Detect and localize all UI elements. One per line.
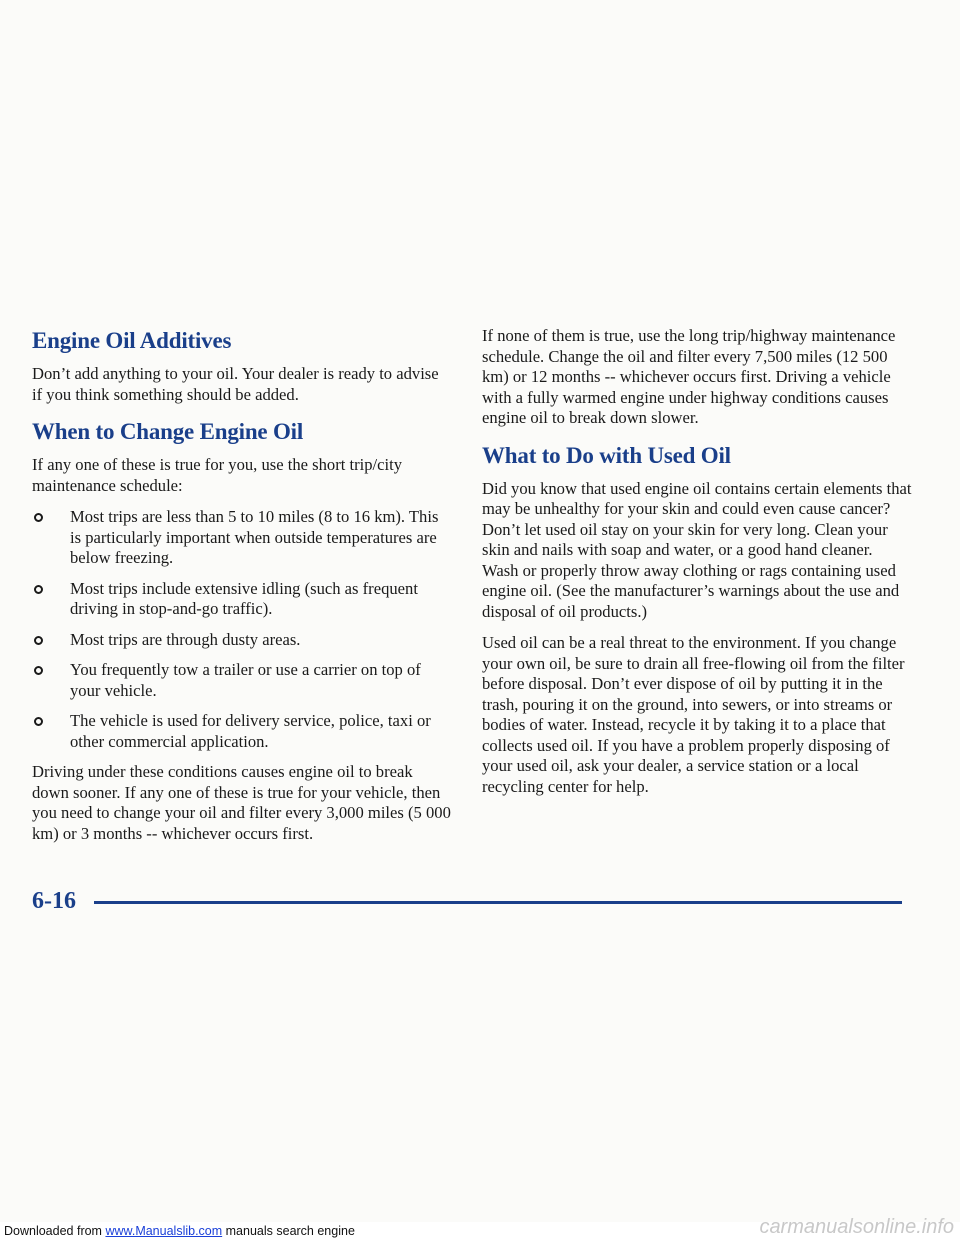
para-conditions: Driving under these conditions causes engine oil to break down sooner. If any one of these is true for your vehicle, then you need to change your oil and filter every 3,000 miles (5 000 km) or 3 months -- whichever occurs first. bbox=[32, 762, 451, 843]
list-item bbox=[32, 630, 452, 651]
heading-when-to-change-engine-oil: When to Change Engine Oil bbox=[32, 419, 304, 444]
manualslib-link[interactable]: www.Manualslib.com bbox=[105, 1224, 223, 1238]
page-number: 6-16 bbox=[32, 888, 76, 914]
list-item-text: Most trips are less than 5 to 10 miles (8 to 16 km). This is particularly important when outside temperatures are below freezing. bbox=[70, 507, 439, 567]
bullet-icon bbox=[34, 636, 43, 645]
para-health-warning: Did you know that used engine oil contains certain elements that may be unhealthy for your skin and could even cause cancer? Don’t let used oil stay on your skin for very long. Clean your skin and nails with soap and water, or a good hand cleaner. Wash or properly throw away clothing or rags containing used engine oil. (See the manufacturer’s warnings about the use and disposal of oil products.) bbox=[482, 478, 912, 621]
bullet-icon bbox=[34, 717, 43, 726]
para-short-trip-intro: If any one of these is true for you, use the short trip/city maintenance schedule: bbox=[32, 455, 403, 495]
list-item bbox=[32, 711, 452, 752]
list-item bbox=[32, 507, 452, 569]
heading-what-to-do-with-used-oil: What to Do with Used Oil bbox=[482, 442, 731, 468]
download-banner-suffix: manuals search engine bbox=[222, 1224, 355, 1238]
list-item-text: The vehicle is used for delivery service, police, taxi or other commercial application. bbox=[70, 711, 431, 751]
para-long-trip: If none of them is true, use the long trip/highway maintenance schedule. Change the oil and filter every 7,500 miles (12 500 km) or 12 months -- whichever occurs first. Driving a vehicle with a fully warmed engine under highway conditions causes engine oil to break down slower. bbox=[482, 326, 896, 427]
para-environment: Used oil can be a real threat to the environment. If you change your own oil, be sure to drain all free-flowing oil from the filter before disposal. Don’t ever dispose of oil by putting it in the trash, pouring it on the ground, into sewers, or into streams or bodies of water. Instead, recycle it by taking it to a place that collects used oil. If you have a problem properly disposing of your used oil, ask your dealer, a service station or a local recycling center for help. bbox=[482, 633, 905, 796]
list-item bbox=[32, 660, 452, 701]
site-watermark: carmanualsonline.info bbox=[759, 1216, 954, 1238]
download-banner-prefix: Downloaded from bbox=[4, 1224, 106, 1238]
list-item-text: Most trips are through dusty areas. bbox=[70, 629, 301, 649]
page-footer bbox=[32, 888, 902, 918]
right-column bbox=[482, 326, 912, 808]
list-item bbox=[32, 579, 452, 620]
footer-rule bbox=[94, 901, 902, 904]
para-additives: Don’t add anything to your oil. Your dealer is ready to advise if you think something should be added. bbox=[32, 364, 439, 404]
heading-engine-oil-additives: Engine Oil Additives bbox=[32, 328, 232, 353]
condition-list bbox=[32, 507, 452, 752]
bullet-icon bbox=[34, 666, 43, 675]
bullet-icon bbox=[34, 513, 43, 522]
left-column bbox=[32, 328, 452, 855]
list-item-text: You frequently tow a trailer or use a carrier on top of your vehicle. bbox=[70, 660, 421, 700]
bullet-icon bbox=[34, 585, 43, 594]
list-item-text: Most trips include extensive idling (such as frequent driving in stop-and-go traffic). bbox=[70, 578, 418, 618]
download-banner bbox=[4, 1224, 355, 1238]
